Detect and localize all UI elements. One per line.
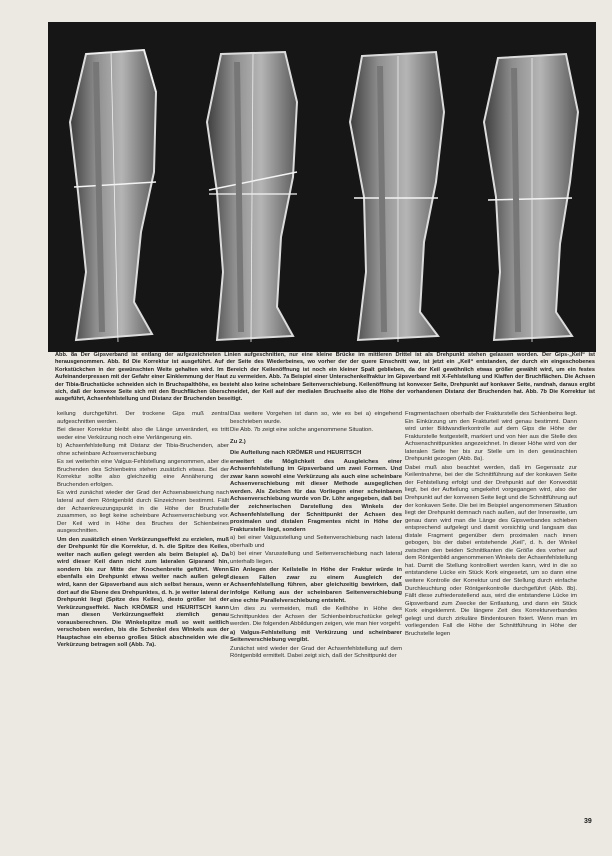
text-column-1	[57, 411, 229, 651]
paragraph: Das weitere Vorgehen ist dann so, wie es bei a) eingehend beschrieben wurde.	[230, 411, 402, 425]
paragraph: Es wird zunächst wieder der Grad der Achsenabweichung nach lateral auf dem Röntgenbild durch Einzeichnen bestimmt. Fällt der Achsenkreuzungspunkt in die Höhe der Bruchstelle zusammen, so liegt keine scheinbare Achsenverschiebung vor. Der Keil wird in Höhe des Bruches der Schienbeines ausgeschnitten.	[57, 490, 229, 535]
photo-four-leg-casts	[48, 22, 596, 352]
text-column-3	[405, 411, 577, 639]
paragraph: Ein Anlegen der Keilstelle in Höhe der Fraktur würde in diesen Fällen zwar zu einem Ausgleich der Achsenfehlstellung führen, aber gleichzeitig bewirken, daß infolge Keilung aus der scheinbaren Seitenverschiebung eine echte Parallelverschiebung entsteht.	[230, 567, 402, 604]
paragraph: Um dies zu vermeiden, muß die Keilhöhe in Höhe des Schnittpunktes der Achsen der Schienbeinbruchstücke gelegt werden. Die folgenden Abbildungen zeigen, wie man hier vorgeht.	[230, 606, 402, 628]
paragraph: Die Aufteilung nach KRÖMER und HEURITSCH	[230, 450, 362, 457]
paragraph: b) bei einer Varusstellung und Seitenverschiebung nach lateral unterhalb liegen.	[230, 551, 402, 565]
paragraph: Um den zusätzlich einen Verkürzungseffekt zu erzielen, muß der Drehpunkt für die Korrektur, d. h. die Spitze des Keiles, weiter nach außen gelegt werden als beim Beispiel a). Da wird dieser Keil dann nicht zum lateralen Gipsrand hin, sondern bis zur Mitte der Knochenbreite geführt. Wenn ebenfalls ein Drehpunkt etwas weiter nach außen gelegt wird, kann der Gipsverband aus sich selbst heraus, wenn er dort auf die Ebene des Drehpunktes, d. h. je weiter lateral der Drehpunkt liegt (Spitze des Keiles), desto größer ist der Verkürzungseffekt. Nach KRÖMER und HEURITSCH kann man diesen Verkürzungseffekt ziemlich genau vorausberechnen. Die Winkelspitze muß so weit seitlich verschoben werden, bis die Schenkel des Winkels aus der Hauptachse ein ebenso großes Stück abschneiden wie die Verkürzung betragen soll (Abb. 7a).	[57, 536, 229, 649]
text-column-2	[230, 411, 402, 662]
figure-caption: Abb. 8a Der Gipsverband ist entlang der aufgezeichneten Linien aufgeschnitten, nur eine kleine Brücke im mittleren Drittel ist als Drehpunkt stehen gelassen worden. Der Gips-„Keil“ ist herausgenommen. Abb. 8d Die Korrektur ist ausgeführt. Auf der Seite des Wiederbeines, wo vorher der der quere Einschnitt war, ist jetzt ein „Keil“ entstanden, der durch ein eingeschobenes Korkstückchen in der gewünschten Weite gehalten wird. Im Bereich der Keilenöffnung ist noch ein kleiner Spalt geblieben, da der Keil gewöhnlich etwas größer gewählt wird, um ein festes Aufeinanderpressen mit der Gefahr einer Einklemmung der Haut zu vermeiden. Abb. 7a Beispiel einer Unterschenkelfraktur im Gipsverband mit X-Fehlstellung und Klaffen der Bruchflächen. Die Achsen der Tibia-Bruchstücke schneiden sich in Bruchspalthöhe, es besteht also keine scheinbare Seitenverschiebung. Keilenöffnung ist konvexer Seite, Drehpunkt auf konkaver Seite, randnah, daraus ergibt sich, daß der konvexe Seite sich mit den Bruchflächen überschneidet, der Keil auf der medialen Bruchseite also die Höhe der vorhandenen Distanz der Bruchenden hat. Abb. 7b Die Korrektur ist ausgeführt, Achsenfehlstellung und Distanz der Bruchenden beseitigt.	[55, 352, 595, 403]
paragraph: b) Achsenfehlstellung mit Distanz der Tibia-Bruchenden, aber ohne scheinbare Achsenverschiebung	[57, 443, 229, 457]
paragraph: Zu 2.)	[230, 438, 246, 445]
cast-illustrations	[48, 22, 596, 352]
paragraph: a) Valgus-Fehlstellung mit Verkürzung und scheinbarer Seitenverschiebung vergibt.	[230, 629, 402, 644]
paragraph: Zunächst wird wieder der Grad der Achsenfehlstellung auf dem Röntgenbild ermittelt. Dabei zeigt sich, daß der Schnittpunkt der	[230, 645, 402, 660]
paragraph: Fragmentachsen oberhalb der Frakturstelle des Schienbeins liegt. Ein Einkürzung um den Frakturteil wird genau bestimmt. Dann wird unter Bildwandlerkontrolle auf dem Gips die Höhe der Frakturstelle festgestellt, markiert und von hier aus die Stelle des Achsenschnittpunktes angezeichnet. In dieser Höhe wird von der lateralen Seite her bis zur Stelle um in den gewünschten Drehpunkt gezogen (Abb. 8a).	[405, 411, 577, 463]
paragraph: erweitert die Möglichkeit des Ausgleiches einer Achsenfehlstellung im Gipsverband um zwei Formen. Und zwar kann sowohl eine Verkürzung als auch eine scheinbare Achsenverschiebung mit dieser Methode ausgeglichen werden. Als Zeichen für das Vorliegen einer scheinbaren Achsenverschiebung wurde von Dr. Löhr angegeben, daß bei der zeichnerischen Darstellung des Winkels der Achsenfehlstellung der Schnittpunkt der Achsen des proximalen und distalen Fragmentes nicht in Höhe der Frakturstelle liegt, sondern	[230, 458, 402, 533]
paragraph: Bei dieser Korrektur bleibt also die Länge unverändert, es tritt weder eine Verkürzung noch eine Verlängerung ein.	[57, 427, 229, 441]
paragraph: a) bei einer Valgusstellung und Seitenverschiebung nach lateral oberhalb und	[230, 535, 402, 549]
paragraph: Es sei weiterhin eine Valgus-Fehlstellung angenommen, aber die Bruchenden des Schienbeins stehen zusätzlich etwas. Bei der Korrektur sollte also gleichzeitig eine Annäherung der Bruchenden erfolgen.	[57, 459, 229, 488]
page-number: 39	[584, 818, 592, 825]
paragraph: keilung durchgeführt. Der trockene Gips muß zentral aufgeschnitten werden.	[57, 411, 229, 425]
paragraph: Die Abb. 7b zeigt eine solche angenommene Situation.	[230, 427, 374, 434]
paragraph: Dabei muß also beachtet werden, daß im Gegensatz zur Keilentnahme, bei der die Schnittführung auf der konkaven Seite der Fehlstellung erfolgt und der Drehpunkt auf der Konvexität liegt, bei der Aufteilung umgekehrt vorgegangen wird, also der Drehpunkt auf der konvexen Seite liegt und die Schnittführung auf der konkaven Seite. Die bei im Beispiel angenommenen Situation liegt der Drehpunkt demnach nach außen, auf der Innenseite, um genau dann wird man die Länge des Gipsverbandes schieben entsprechend aufgelegt und damit vorsichtig und langsam das distale Fragment gegenüber dem proximalen nach innen gebogen, bis der dabei entstehende „Keil“, d. h. der Winkel zwischen den beiden Schnittkanten die Größe des vorher auf dem Röntgenbild angenommenen Winkels der Achsenfehlstellung hat. Damit die Stellung kontrolliert werden kann, wird in die so entstandene Lücke ein Stück Kork eingesetzt, um so dann eine weitere Kontrolle der Korrektur und der Stellung durch einfache Durchleuchtung oder Röntgenkontrolle durchgeführt (Abb. 8b). Fällt diese zufriedenstellend aus, wird die entstandene Lücke im Gipsverband zum Zwecke der Entlastung, und dann ein Stück Kork eingeklemmt. Die längere Zeit des Korrekturverbandes gelegt und durch zirkuläre Bindentouren fixiert. Wenn man im vorliegenden Fall die Höhe der Schnittführung in Höhe der Bruchstelle legen	[405, 464, 577, 637]
